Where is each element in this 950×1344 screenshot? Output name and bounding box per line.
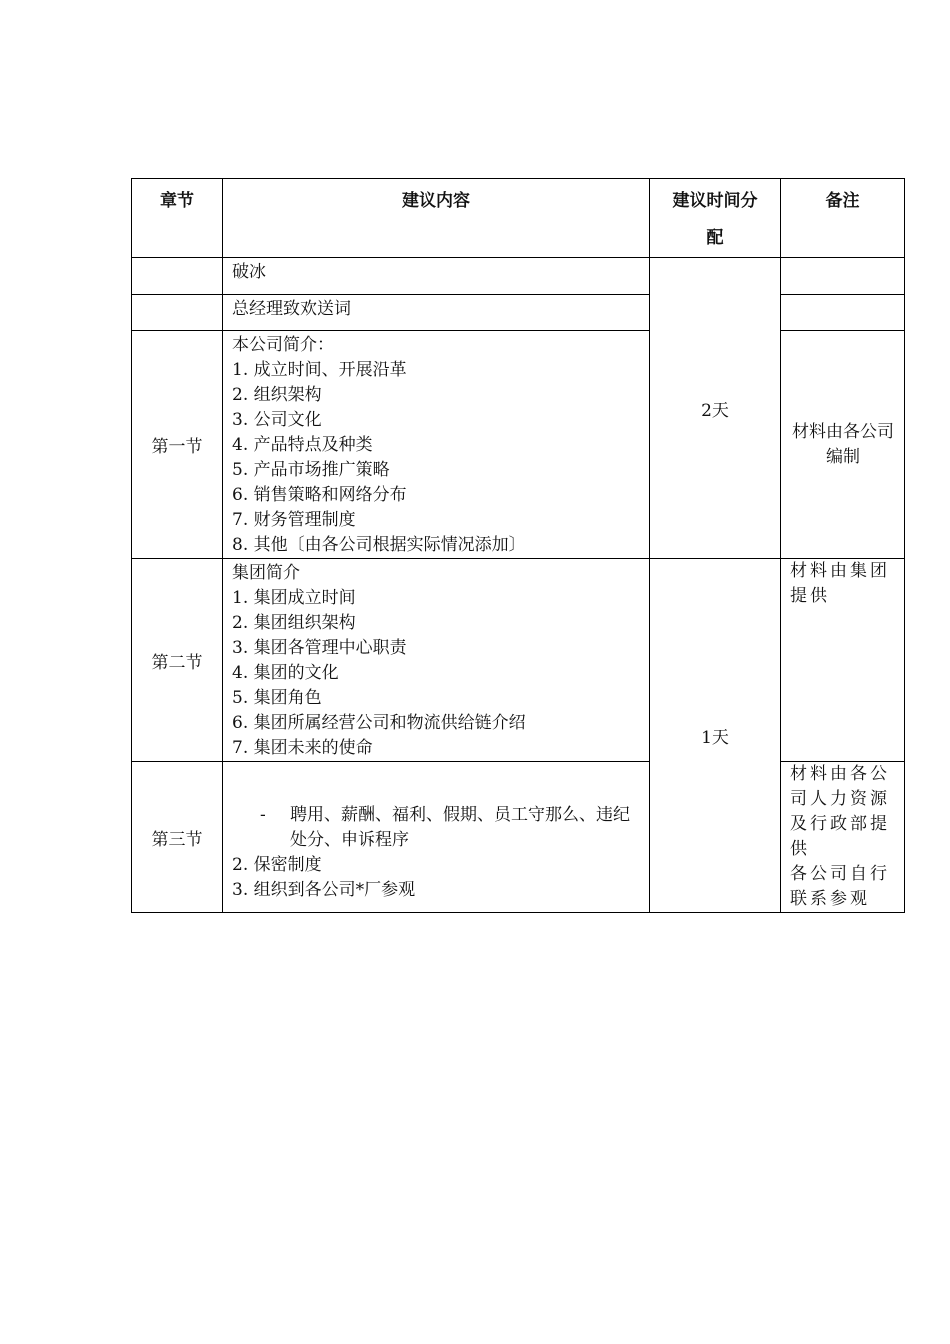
- time-cell-1-day: 1天: [650, 559, 781, 913]
- table-row: [132, 295, 905, 331]
- note-cell: 材料由集团提供: [781, 559, 905, 762]
- table-row: [132, 559, 905, 762]
- list-item: 1. 集团成立时间: [232, 588, 356, 608]
- table-row: [132, 762, 905, 913]
- dash-list-item: [232, 803, 641, 853]
- content-cell: 破冰: [223, 258, 650, 295]
- note-cell: [781, 258, 905, 295]
- training-schedule-table: [131, 178, 905, 913]
- dash-item-text: 聘用、薪酬、福利、假期、员工守那么、违纪处分、申诉程序: [290, 805, 630, 850]
- list-item: 6. 集团所属经营公司和物流供给链介绍: [232, 713, 526, 733]
- chapter-cell: [132, 295, 223, 331]
- list-item: 4. 集团的文化: [232, 663, 339, 683]
- header-row: [132, 179, 905, 258]
- table-row: [132, 258, 905, 295]
- note-cell: [781, 762, 905, 913]
- chapter-cell: 第三节: [132, 762, 223, 913]
- list-item: 8. 其他〔由各公司根据实际情况添加〕: [232, 535, 526, 555]
- list-item: 2. 保密制度: [232, 855, 322, 875]
- note-line-1: 材料由各公司人力资源及行政部提供: [790, 764, 890, 859]
- list-item: 2. 组织架构: [232, 385, 322, 405]
- list-item: 7. 集团未来的使命: [232, 738, 373, 758]
- chapter-cell: [132, 258, 223, 295]
- content-title: 本公司简介：: [232, 335, 334, 355]
- note-line-2: 各公司自行联系参观: [790, 864, 890, 909]
- list-item: 3. 集团各管理中心职责: [232, 638, 407, 658]
- list-item: 7. 财务管理制度: [232, 510, 356, 530]
- content-cell: [223, 331, 650, 559]
- content-cell: [223, 762, 650, 913]
- note-cell: 材料由各公司编制: [781, 331, 905, 559]
- chapter-cell: 第二节: [132, 559, 223, 762]
- list-item: 2. 集团组织架构: [232, 613, 356, 633]
- chapter-cell: 第一节: [132, 331, 223, 559]
- table-row: [132, 331, 905, 559]
- dash-bullet: -: [260, 805, 266, 825]
- header-time: [650, 179, 781, 258]
- list-item: 5. 产品市场推广策略: [232, 460, 390, 480]
- list-item: 3. 公司文化: [232, 410, 322, 430]
- note-cell: [781, 295, 905, 331]
- content-cell: 总经理致欢送词: [223, 295, 650, 331]
- list-item: 5. 集团角色: [232, 688, 322, 708]
- content-title: 集团简介: [232, 563, 300, 583]
- content-cell: [223, 559, 650, 762]
- list-item: 6. 销售策略和网络分布: [232, 485, 407, 505]
- list-item: 3. 组织到各公司*厂参观: [232, 880, 416, 900]
- header-chapter: 章节: [132, 179, 223, 258]
- list-item: 4. 产品特点及种类: [232, 435, 373, 455]
- header-time-line-2: 配: [706, 228, 724, 248]
- time-cell-2-days: 2天: [650, 258, 781, 559]
- header-content: 建议内容: [223, 179, 650, 258]
- list-item: 1. 成立时间、开展沿革: [232, 360, 407, 380]
- content-list: [232, 358, 641, 558]
- content-list: [232, 586, 641, 761]
- header-note: 备注: [781, 179, 905, 258]
- header-time-line-1: 建议时间分: [672, 191, 758, 211]
